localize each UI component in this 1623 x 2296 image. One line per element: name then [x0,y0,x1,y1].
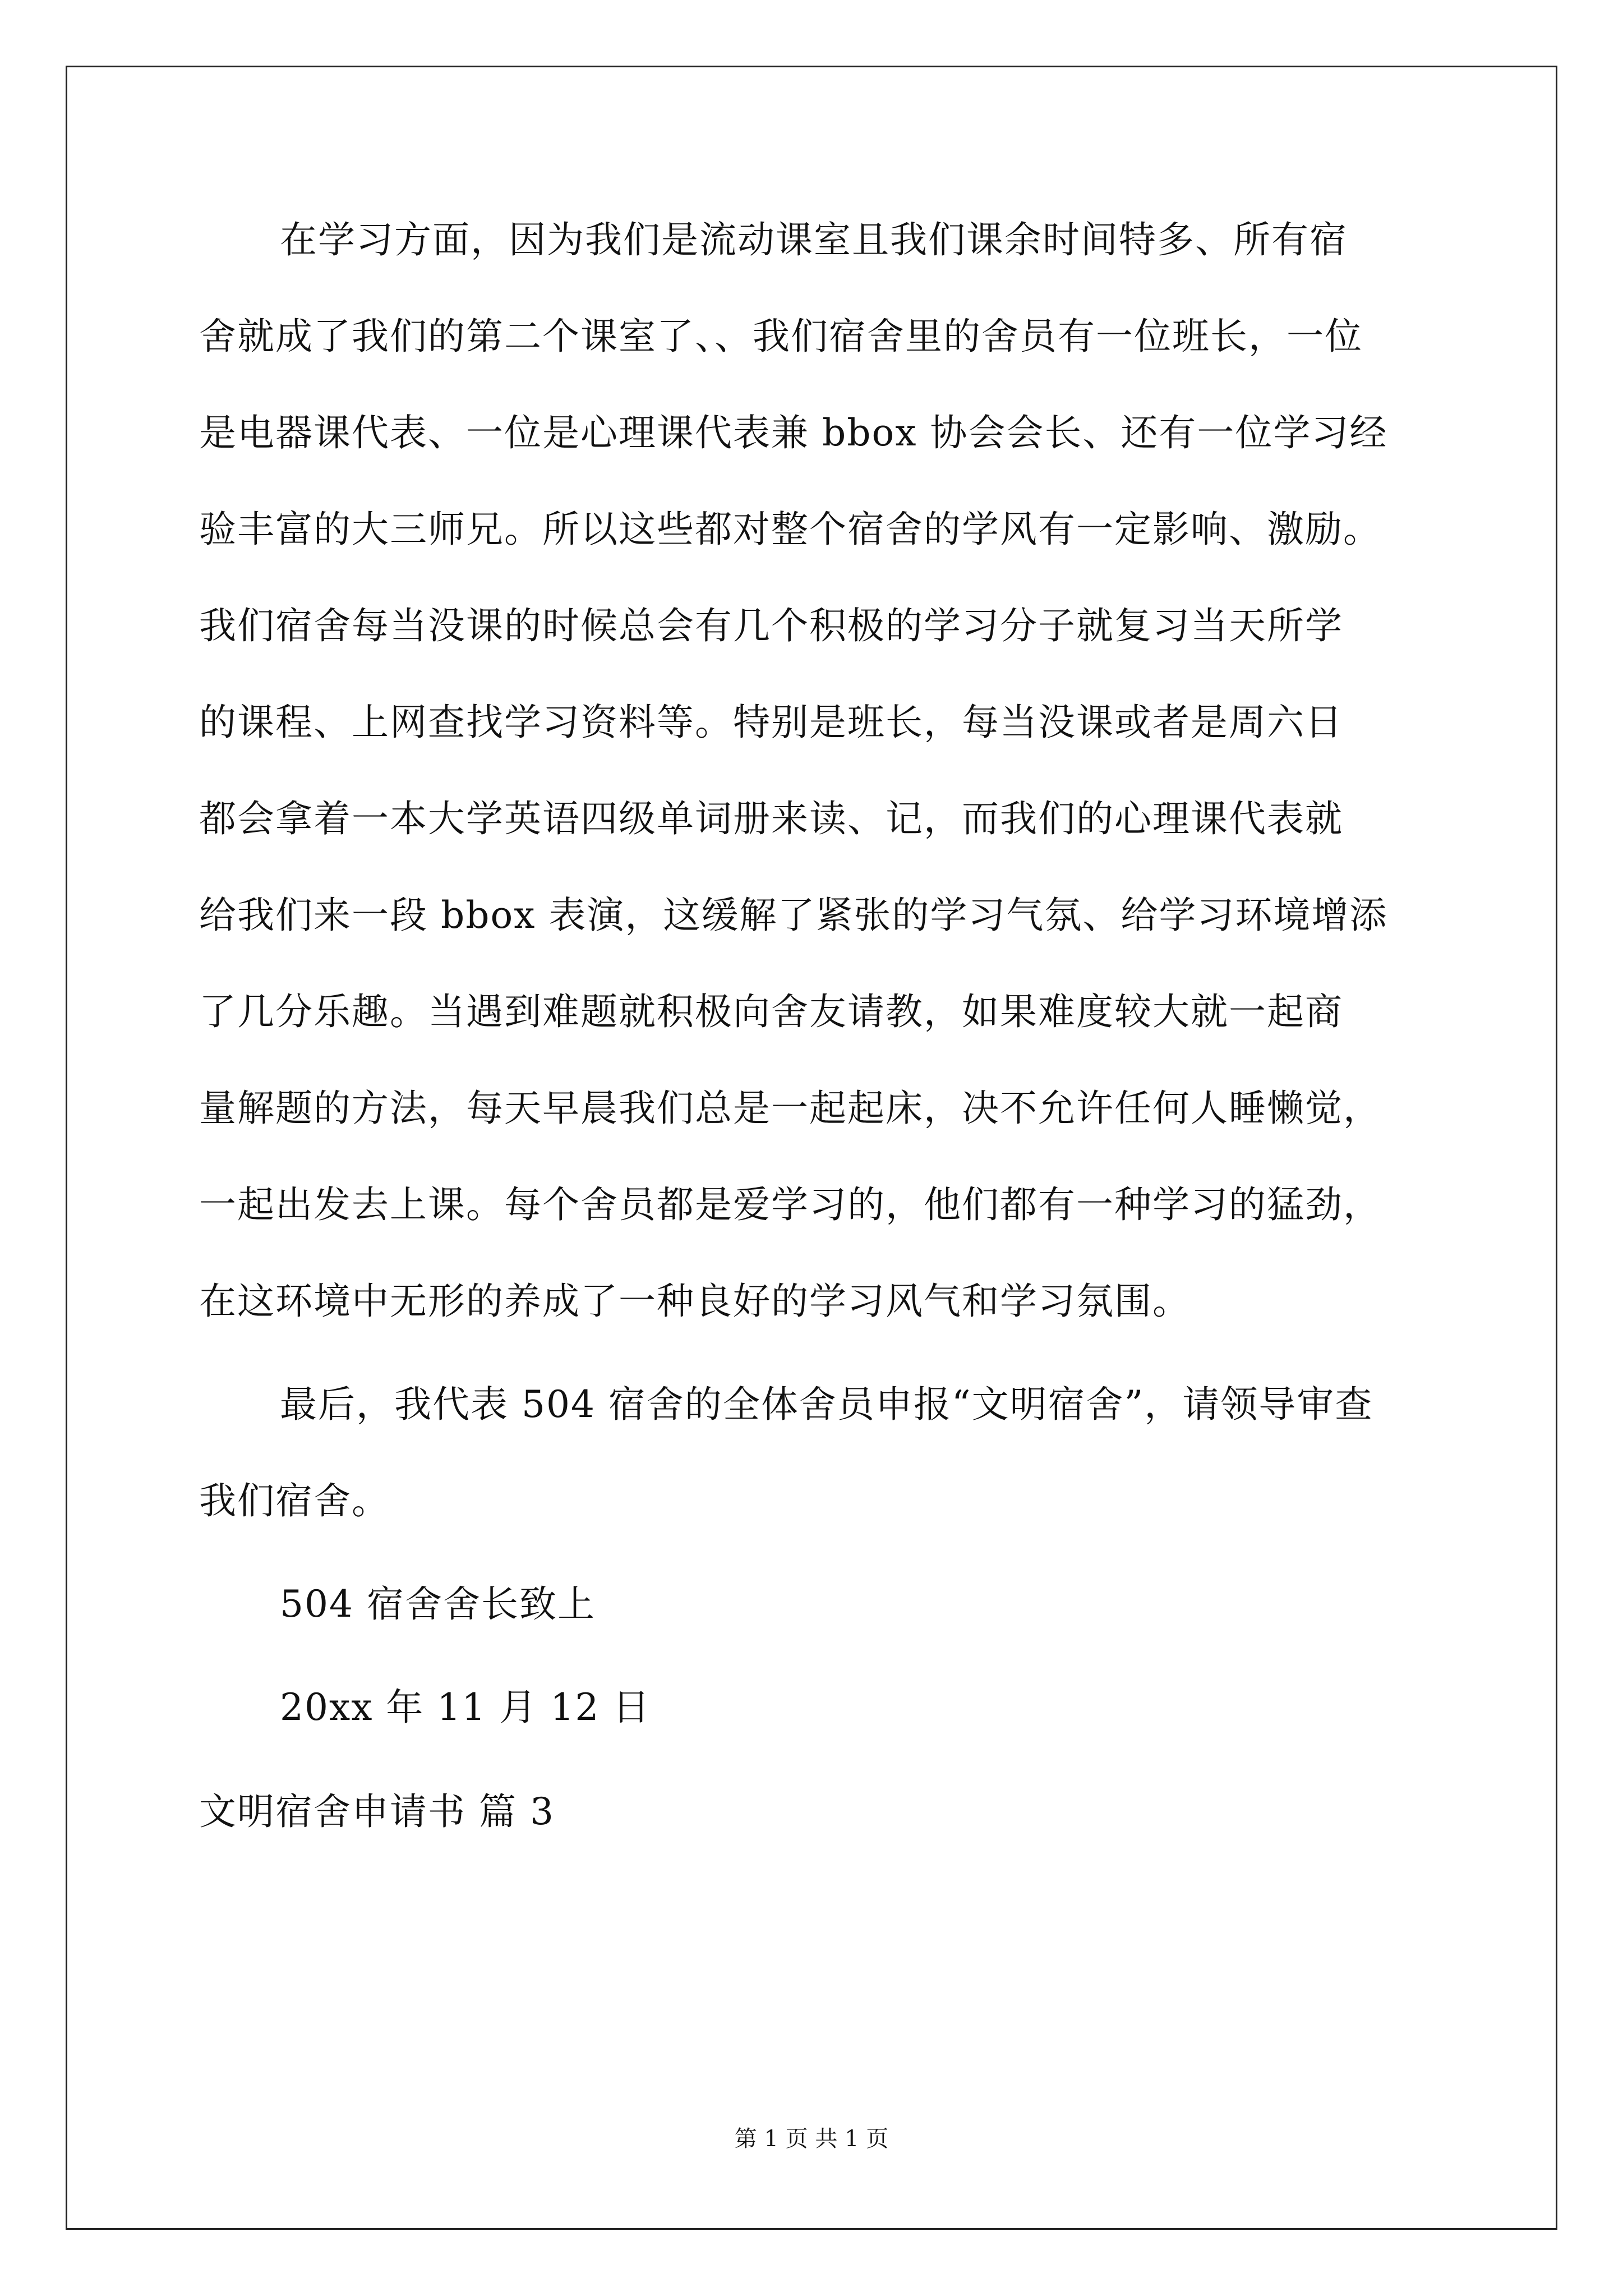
section-heading: 文明宿舍申请书 篇 3 [199,1790,555,1833]
paragraph-1-line-11: 一起出发去上课。每个舍员都是爱学习的，他们都有一种学习的猛劲， [199,1183,1381,1226]
paragraph-1-line-6: 的课程、上网查找学习资料等。特别是班长，每当没课或者是周六日 [199,701,1343,744]
paragraph-1-line-10: 量解题的方法，每天早晨我们总是一起起床，决不允许任何人睡懒觉， [199,1087,1381,1130]
paragraph-2-line-1: 最后，我代表 504 宿舍的全体舍员申报“文明宿舍”，请领导审查 [280,1383,1373,1426]
paragraph-1-line-2: 舍就成了我们的第二个课室了、、我们宿舍里的舍员有一位班长，一位 [199,315,1363,358]
paragraph-1-line-5: 我们宿舍每当没课的时候总会有几个积极的学习分子就复习当天所学 [199,604,1343,647]
paragraph-2-line-2: 我们宿舍。 [199,1479,390,1522]
paragraph-1-line-7: 都会拿着一本大学英语四级单词册来读、记，而我们的心理课代表就 [199,797,1343,840]
date-line: 20xx 年 11 月 12 日 [280,1686,651,1729]
paragraph-1-line-8: 给我们来一段 bbox 表演，这缓解了紧张的学习气氛、给学习环境增添 [199,894,1388,937]
paragraph-1-line-3: 是电器课代表、一位是心理课代表兼 bbox 协会会长、还有一位学习经 [199,411,1388,454]
paragraph-1-line-4: 验丰富的大三师兄。所以这些都对整个宿舍的学风有一定影响、激励。 [199,508,1381,551]
paragraph-1-line-1: 在学习方面，因为我们是流动课室且我们课余时间特多、所有宿 [280,218,1348,261]
paragraph-1-line-12: 在这环境中无形的养成了一种良好的学习风气和学习氛围。 [199,1280,1191,1323]
signature-line: 504 宿舍舍长致上 [280,1582,596,1626]
page-number-footer: 第 1 页 共 1 页 [734,2126,889,2152]
page-border [66,66,1557,2230]
paragraph-1-line-9: 了几分乐趣。当遇到难题就积极向舍友请教，如果难度较大就一起商 [199,990,1343,1033]
